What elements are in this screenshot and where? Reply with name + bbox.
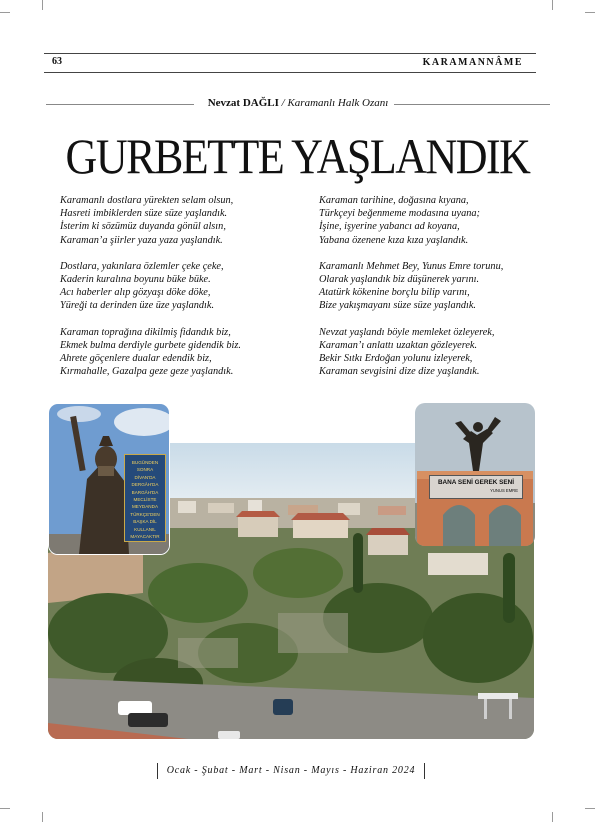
verse-line: Yabana özenene kıza kıza yaşlandık. [319, 234, 469, 246]
stanza [60, 194, 310, 247]
sign-line: MAYACAKTIR [130, 534, 160, 540]
stanza [319, 326, 559, 379]
monument-sign-text: BANA SENİ GEREK SENİ [437, 479, 515, 486]
verse-line: Ahrete göçenlere dualar edendik biz, [60, 353, 212, 365]
verse-line: Yüreği ta derinden üze üze yaşlandık. [60, 300, 215, 312]
crop-mark [42, 812, 43, 822]
header-rule-top [44, 53, 536, 54]
verse-line: Kırmahalle, Gazalpa geze geze yaşlandık. [60, 366, 234, 378]
crop-mark [585, 12, 595, 13]
issue-date: Ocak - Şubat - Mart - Nisan - Mayıs - Haziran 2024 [166, 765, 416, 776]
verse-line: Karaman sevgisini dize dize yaşlandık. [319, 366, 480, 378]
crop-mark [552, 0, 553, 10]
monument-photo [415, 403, 535, 546]
verse-line: Karamanlı Mehmet Bey, Yunus Emre torunu, [319, 260, 504, 272]
author-role: / Karamanlı Halk Ozanı [281, 97, 389, 109]
verse-line: İsterim ki sözümüz duyanda gönül alsın, [60, 221, 226, 233]
sign-line: BUGÜNDEN [131, 460, 159, 465]
verse-line: Atatürk kökenine borçlu bilip varını, [319, 287, 470, 299]
header-rule-bottom [44, 72, 536, 73]
issue-footer [157, 763, 425, 779]
crop-mark [0, 12, 10, 13]
verse-line: İşine, işyerine yabancı ad koyana, [319, 221, 460, 233]
sign-line: MECLİSTE [133, 497, 157, 503]
monument-sign [429, 475, 523, 499]
stanza [60, 260, 310, 313]
poem-title: GURBETTE YAŞLANDIK [65, 129, 530, 184]
sign-line: TÜRKÇE'DEN [130, 511, 160, 517]
byline [46, 97, 550, 111]
crop-mark [42, 0, 43, 10]
verse-line: Bekir Sıtkı Erdoğan yolunu izleyerek, [319, 353, 473, 365]
author-line [46, 97, 550, 109]
statue-photo [48, 403, 170, 555]
verse-line: Nevzat yaşlandı böyle memleket özleyerek, [319, 326, 495, 338]
crop-mark [0, 808, 10, 809]
verse-line: Karaman’ı anlattı uzaktan gözleyerek. [319, 339, 478, 351]
verse-line: Ekmek bulma derdiyle gurbete gidendik biz. [60, 339, 241, 351]
sign-line: DİVAN'DA [134, 474, 156, 480]
magazine-name: KARAMANNÂME [422, 57, 523, 68]
sign-line: DERGÂH'DA [131, 482, 159, 488]
sign-line: SONRA [136, 467, 154, 473]
verse-line: Türkçeyi beğenmeme modasına uyana; [319, 208, 480, 220]
author-name: Nevzat DAĞLI [207, 97, 279, 109]
sign-line: KULLANIL [134, 526, 156, 532]
verse-line: Hasreti imbiklerden süze süze yaşlandık. [60, 208, 228, 220]
crop-mark [552, 812, 553, 822]
crop-mark [585, 808, 595, 809]
verse-line: Acı haberler alıp gözyaşı döke döke, [60, 287, 211, 299]
sign-line: MEYDANDA [131, 504, 159, 510]
page-number: 63 [52, 56, 62, 67]
stanza [60, 326, 310, 379]
stanza [319, 194, 559, 247]
verse-line: Karaman tarihine, doğasına kıyana, [319, 195, 469, 206]
verse-line: Karamanlı dostlara yürekten selam olsun, [60, 195, 234, 206]
verse-line: Olarak yaşlandık biz düşünerek yarını. [319, 274, 480, 286]
verse-line: Karaman’a şiirler yaza yaza yaşlandık. [60, 234, 223, 246]
verse-line: Kaderin kuralına boyunu büke büke. [60, 274, 211, 286]
language-decree-sign [124, 454, 166, 542]
sign-line: BAŞKA DİL [133, 519, 157, 525]
poem-column-right [319, 194, 559, 391]
monument-sign-subtext: YUNUS EMRE [490, 488, 518, 493]
verse-line: Bize yakışmayanı süze süze yaşlandık. [319, 300, 476, 312]
stanza [319, 260, 559, 313]
poem-column-left [60, 194, 310, 391]
verse-line: Dostlara, yakınlara özlemler çeke çeke, [60, 260, 224, 272]
verse-line: Karaman toprağına dikilmiş fidandık biz, [60, 326, 231, 338]
sign-line: BARGÂH'DA [131, 489, 159, 495]
